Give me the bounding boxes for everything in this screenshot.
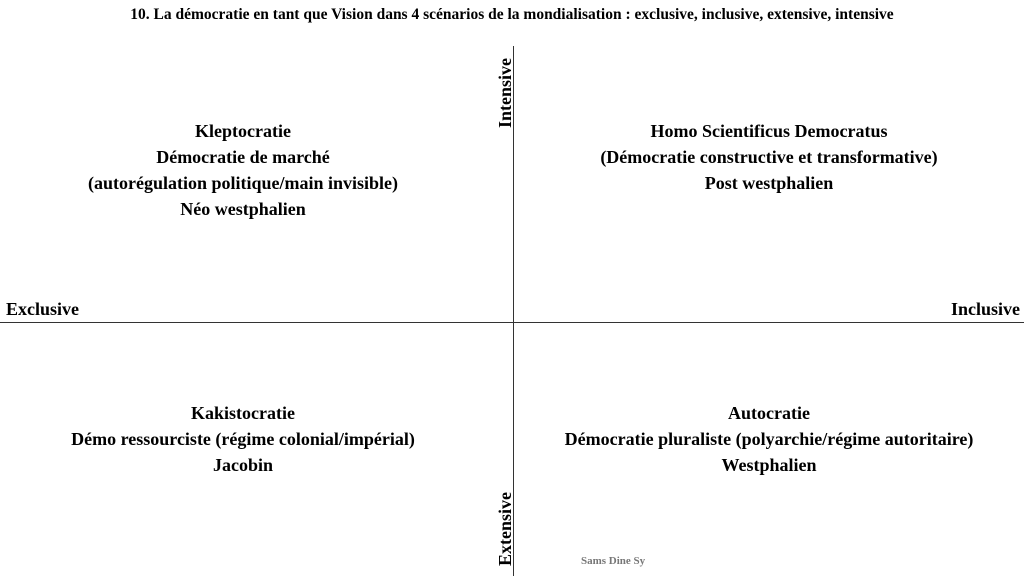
quadrant-top-right [514,118,1024,196]
quadrant-line: Néo westphalien [180,199,306,219]
quadrant-line: Démocratie pluraliste (polyarchie/régime autoritaire) [564,429,974,449]
quadrant-line: Jacobin [212,455,273,475]
quadrant-line: (Démocratie constructive et transformative) [600,147,938,167]
quadrant-bottom-right [514,400,1024,478]
axis-label-intensive: Intensive [495,57,515,128]
diagram-title: 10. La démocratie en tant que Vision dans 4 scénarios de la mondialisation : exclusive, inclusive, extensive, intensive [130,6,894,23]
quadrant-line: Autocratie [728,403,810,423]
horizontal-axis-line [0,322,1024,323]
quadrant-bottom-left [0,400,486,478]
quadrant-line: (autorégulation politique/main invisible) [87,173,399,193]
quadrant-line: Démocratie de marché [156,147,330,167]
quadrant-line: Westphalien [721,455,817,475]
quadrant-top-left [0,118,486,222]
axis-label-inclusive: Inclusive [950,299,1020,319]
axis-label-exclusive: Exclusive [6,299,80,319]
quadrant-line: Démo ressourciste (régime colonial/impérial) [71,429,415,449]
axis-label-extensive: Extensive [495,492,515,566]
quadrant-line: Post westphalien [704,173,834,193]
author-credit: Sams Dine Sy [581,555,646,567]
quadrant-line: Kakistocratie [191,403,295,423]
quadrant-line: Kleptocratie [195,121,291,141]
quadrant-line: Homo Scientificus Democratus [650,121,888,141]
